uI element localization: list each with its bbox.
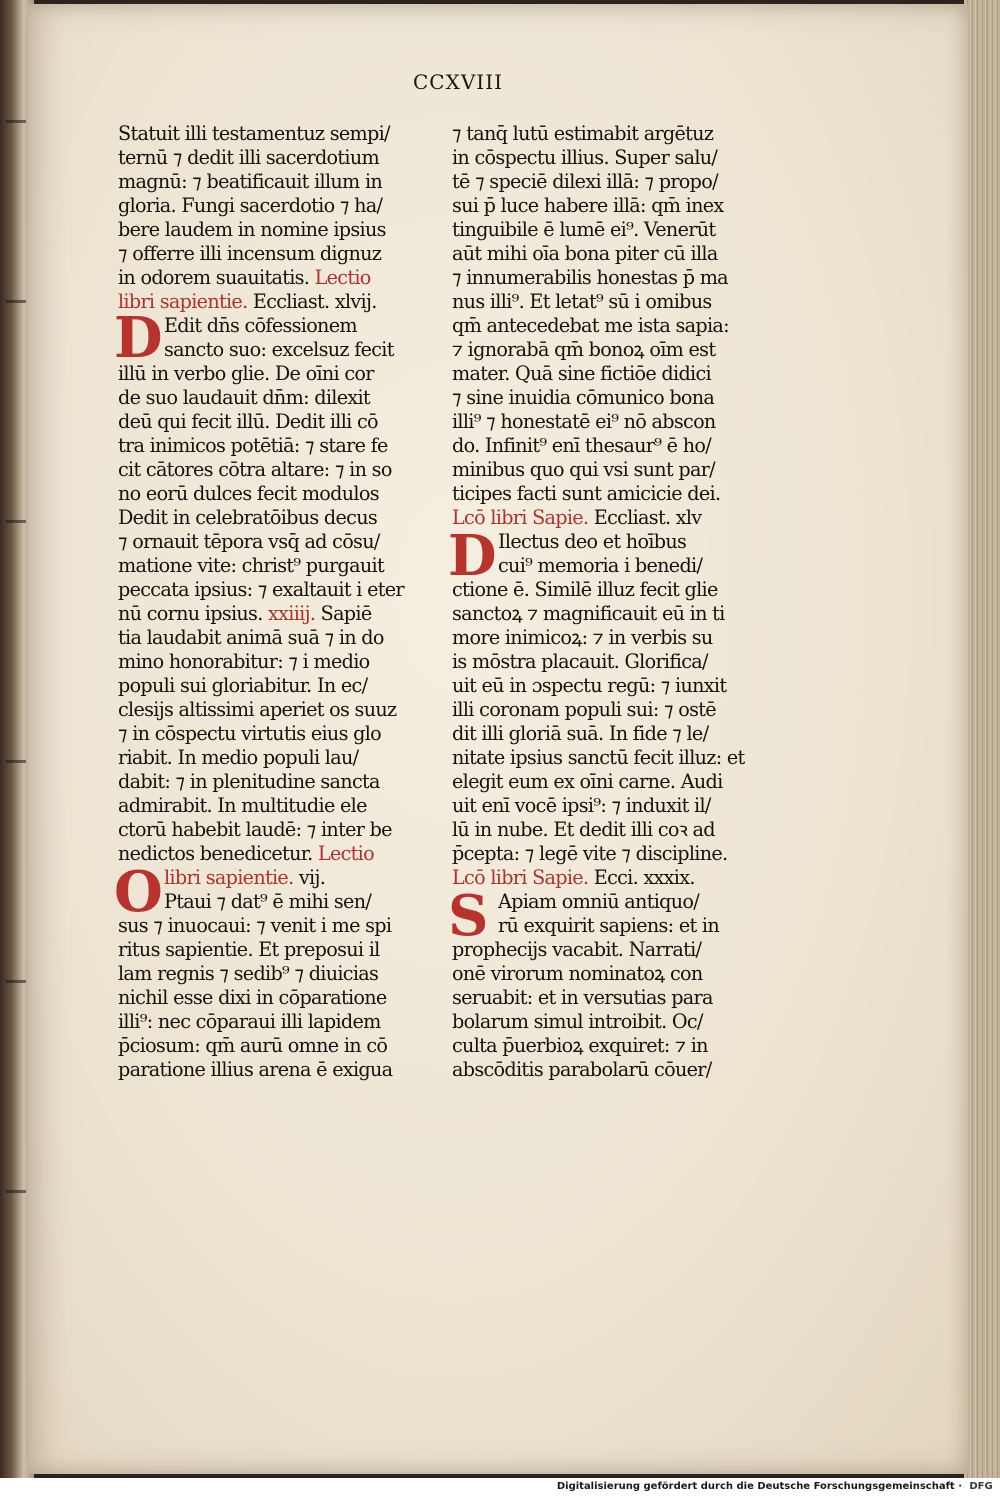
text-line: Ptaui ⁊ dat⁹ ē mihi sen/ (164, 890, 372, 913)
text-line: bolarum simul introibit. Oc/ (452, 1010, 703, 1033)
text-line: Ilectus deo et hoībus (498, 530, 687, 553)
red-initial: D (448, 523, 497, 589)
text-line: in cōspectu illius. Super salu/ (452, 146, 718, 169)
text-line: culta p̄uerbioꝝ exquiret: ⁊ in (452, 1034, 708, 1057)
text-line: gloria. Fungi sacerdotio ⁊ ha/ (118, 194, 383, 217)
text-line: uit eū in ɔspectu regū: ⁊ iunxit (452, 674, 727, 697)
rubric-heading: libri sapientie. (118, 290, 248, 313)
text-line: prophecijs vacabit. Narrati/ (452, 938, 702, 961)
line-text: nedictos benedicetur. (118, 842, 313, 865)
text-line: dabit: ⁊ in plenitudine sancta (118, 770, 380, 793)
right-page-edges (964, 0, 1000, 1478)
text-line: clesijs altissimi aperiet os suuz (118, 698, 397, 721)
text-line: elegit eum ex oīni carne. Audi (452, 770, 723, 793)
text-line: is mōstra placauit. Glorifica/ (452, 650, 708, 673)
text-line: mino honorabitur: ⁊ i medio (118, 650, 370, 673)
folio-page (28, 4, 968, 1474)
text-line: ⁊ ignorabā qm̄ bonoꝝ oīm est (452, 338, 716, 361)
text-line: sancto suo: excelsuz fecit (164, 338, 394, 361)
rubric-heading: libri sapientie. (164, 866, 294, 889)
text-line: p̄ciosum: qm̄ aurū omne in cō (118, 1034, 388, 1057)
edge-mark (6, 520, 26, 523)
text-line: abscōditis parabolarū cōuer/ (452, 1058, 712, 1081)
text-line: ⁊ sine inuidia cōmunico bona (452, 386, 715, 409)
text-line: lū in nube. Et dedit illi coꝛ ad (452, 818, 715, 841)
text-line: Statuit illi testamentuz sempi/ (118, 122, 390, 145)
text-line (118, 842, 418, 866)
rubric-citation: vij. (298, 866, 326, 889)
text-line: p̄cepta: ⁊ legē vite ⁊ discipline. (452, 842, 728, 865)
text-line: aūt mihi oīa bona piter cū illa (452, 242, 718, 265)
text-line (118, 866, 418, 890)
text-line: illi⁹ ⁊ honestatē ei⁹ nō abscon (452, 410, 716, 433)
text-line: ⁊ in cōspectu virtutis eius glo (118, 722, 382, 745)
red-initial: S (448, 883, 489, 949)
text-line: onē virorum nominatoꝝ con (452, 962, 703, 985)
text-line: minibus quo qui vsi sunt par/ (452, 458, 715, 481)
text-line: admirabit. In multitudie ele (118, 794, 367, 817)
text-line: ritus sapientie. Et preposui il (118, 938, 380, 961)
text-line: tra inimicos potētiā: ⁊ stare fe (118, 434, 388, 457)
text-line: de suo laudauit dn̄m: dilexit (118, 386, 370, 409)
edge-mark (6, 980, 26, 983)
text-line: dit illi gloriā suā. In fide ⁊ le/ (452, 722, 709, 745)
red-initial: D (114, 305, 163, 371)
text-line: mater. Quā sine fictiōe didici (452, 362, 711, 385)
text-line: nus illi⁹. Et letat⁹ sū i omibus (452, 290, 712, 313)
text-line: rū exquirit sapiens: et in (498, 914, 719, 937)
rubric-citation: Ecci. xxxix. (593, 866, 695, 889)
text-line: do. Infinit⁹ enī thesaur⁹ ē ho/ (452, 434, 711, 457)
text-line: Apiam omniū antiquo/ (498, 890, 700, 913)
text-line: ⁊ innumerabilis honestas p̄ ma (452, 266, 728, 289)
text-line: more inimicoꝝ: ⁊ in verbis su (452, 626, 713, 649)
edge-mark (6, 760, 26, 763)
text-line: deū qui fecit illū. Dedit illi cō (118, 410, 378, 433)
text-line: paratione illius arena ē exigua (118, 1058, 393, 1081)
text-line (118, 602, 418, 626)
text-line: ⁊ tanq̄ lutū estimabit argētuz (452, 122, 714, 145)
rubric-lectio: Lectio (317, 842, 374, 865)
text-line: populi sui gloriabitur. In ec/ (118, 674, 368, 697)
text-line: bere laudem in nomine ipsius (118, 218, 386, 241)
text-line: nitate ipsius sanctū fecit illuz: et (452, 746, 745, 769)
text-line (118, 266, 418, 290)
text-line: seruabit: et in versutias para (452, 986, 713, 1009)
edge-mark (6, 1190, 26, 1193)
text-line: matione vite: christ⁹ purgauit (118, 554, 384, 577)
text-line: tinguibile ē lumē ei⁹. Venerūt (452, 218, 716, 241)
dfg-logo-icon: DFG (969, 1481, 993, 1492)
text-line: no eorū dulces fecit modulos (118, 482, 379, 505)
red-initial: O (114, 859, 163, 925)
rubric-citation: Eccliast. xlvij. (252, 290, 377, 313)
folio-number: CCXVIII (413, 70, 503, 94)
text-line: Edit dn̄s cōfessionem (164, 314, 357, 337)
text-line: magnū: ⁊ beatificauit illum in (118, 170, 383, 193)
text-line: illi⁹: nec cōparaui illi lapidem (118, 1010, 381, 1033)
text-line: tia laudabit animā suā ⁊ in do (118, 626, 384, 649)
rubric-number: xxiiij. (268, 602, 316, 625)
text-line: ⁊ ornauit tēpora vsq̄ ad cōsu/ (118, 530, 380, 553)
text-line: riabit. In medio populi lau/ (118, 746, 359, 769)
text-line: illū in verbo glie. De oīni cor (118, 362, 374, 385)
text-line: sanctoꝝ ⁊ magnificauit eū in ti (452, 602, 725, 625)
text-line: Dedit in celebratōibus decus (118, 506, 378, 529)
text-line: ctorū habebit laudē: ⁊ inter be (118, 818, 392, 841)
line-text: nū cornu ipsius. (118, 602, 263, 625)
edge-mark (6, 120, 26, 123)
text-line: ternū ⁊ dedit illi sacerdotium (118, 146, 379, 169)
text-line: ticipes facti sunt amicicie dei. (452, 482, 721, 505)
text-line: uit enī vocē ipsi⁹: ⁊ induxit il/ (452, 794, 711, 817)
text-line (118, 290, 418, 314)
text-line: sus ⁊ inuocaui: ⁊ venit i me spi (118, 914, 392, 937)
text-line: nichil esse dixi in cōparatione (118, 986, 387, 1009)
text-line: sui p̄ luce habere illā: qm̄ inex (452, 194, 724, 217)
rubric-heading: Lcō libri Sapie. (452, 866, 589, 889)
line-text: Sapiē (320, 602, 372, 625)
edge-mark (6, 300, 26, 303)
text-line: ctione ē. Similē illuz fecit glie (452, 578, 718, 601)
text-line: lam regnis ⁊ sedib⁹ ⁊ diuicias (118, 962, 379, 985)
funding-credit: Digitalisierung gefördert durch die Deutsche Forschungsgemeinschaft · (556, 1481, 962, 1492)
rubric-heading: Lcō libri Sapie. (452, 506, 589, 529)
text-line: tē ⁊ speciē dilexi illā: ⁊ propo/ (452, 170, 718, 193)
text-line: cit cātores cōtra altare: ⁊ in so (118, 458, 392, 481)
text-line: qm̄ antecedebat me ista sapia: (452, 314, 729, 337)
text-line: illi coronam populi sui: ⁊ ostē (452, 698, 716, 721)
text-line: cui⁹ memoria i benedi/ (498, 554, 703, 577)
text-line (452, 506, 752, 530)
rubric-lectio: Lectio (314, 266, 371, 289)
text-line (452, 866, 752, 890)
rubric-citation: Eccliast. xlv (593, 506, 702, 529)
text-line: peccata ipsius: ⁊ exaltauit i eter (118, 578, 404, 601)
line-text: in odorem suauitatis. (118, 266, 310, 289)
text-line: ⁊ offerre illi incensum dignuz (118, 242, 382, 265)
